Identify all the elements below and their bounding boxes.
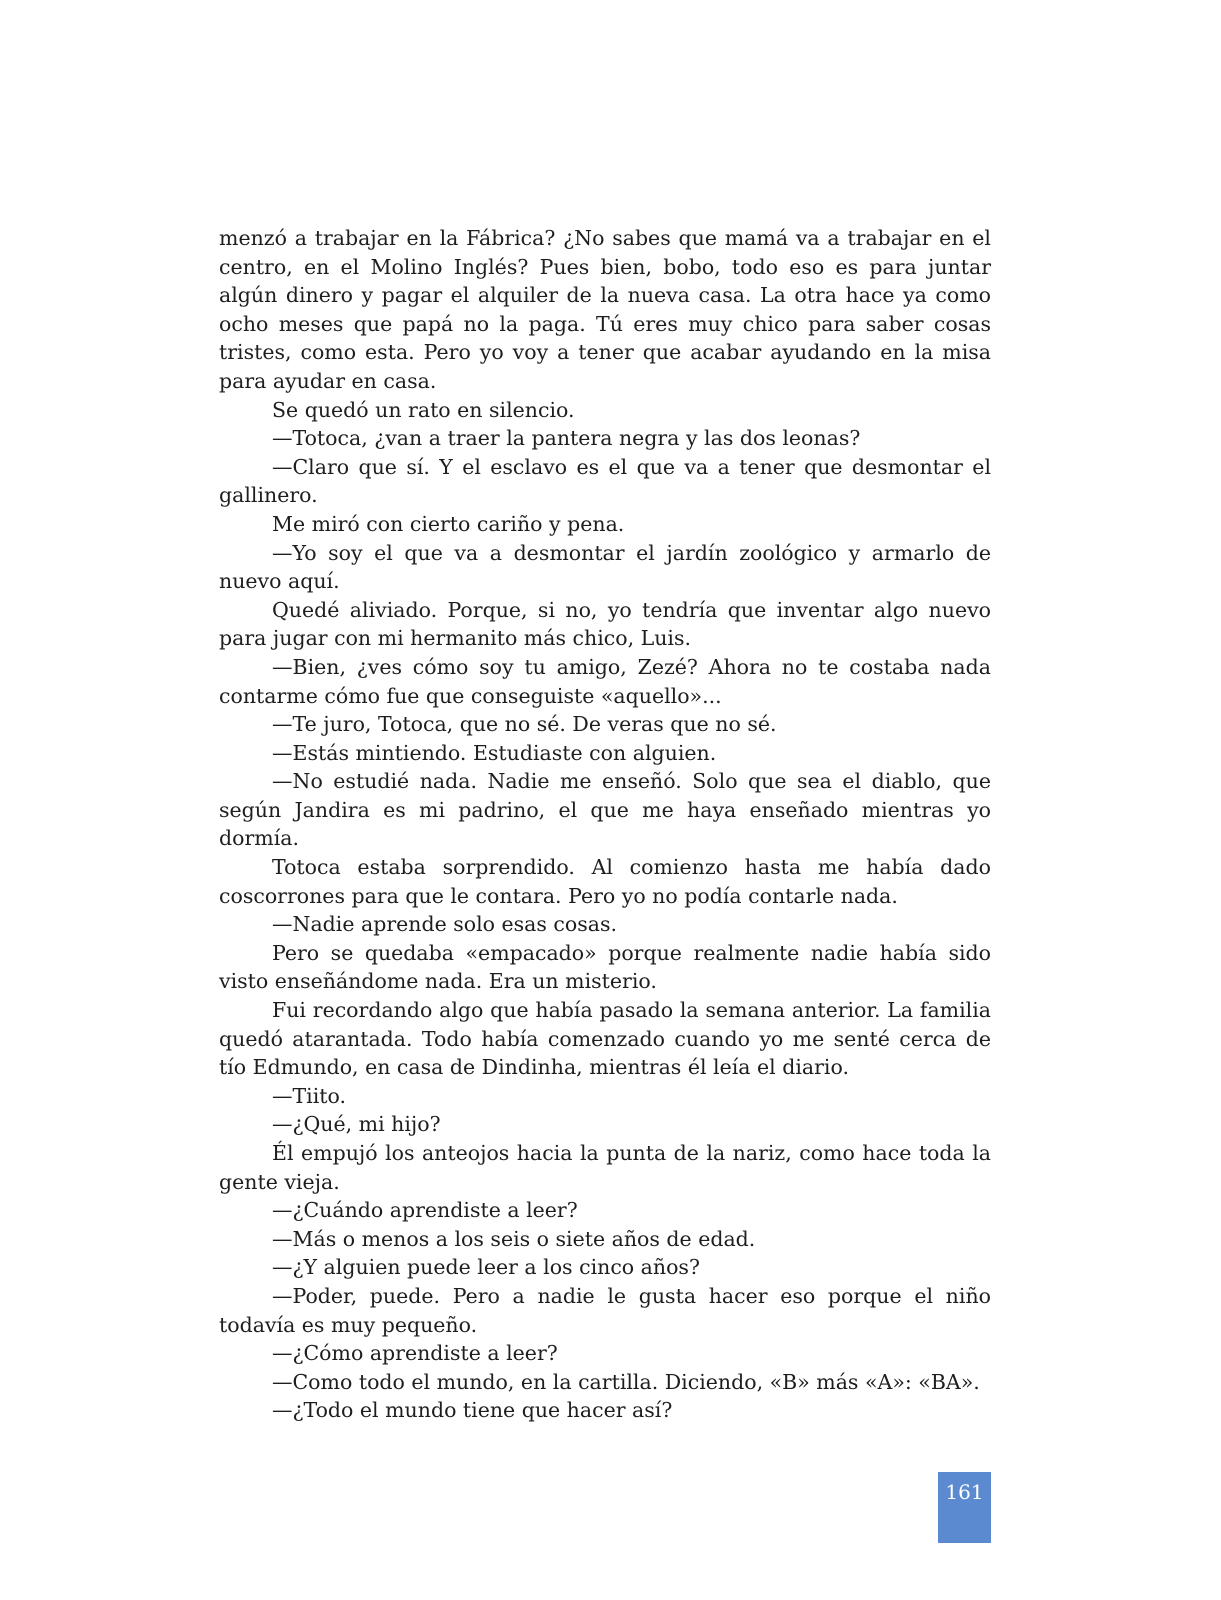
paragraph: —Tiito.	[272, 1083, 347, 1108]
paragraph: —Como todo el mundo, en la cartilla. Diciendo, «B» más «A»: «BA».	[272, 1369, 980, 1394]
paragraph: Quedé aliviado. Porque, si no, yo tendría que inventar algo nuevo para jugar con mi hermanito más chico, Luis.	[219, 597, 991, 651]
paragraph: —¿Cómo aprendiste a leer?	[272, 1341, 558, 1366]
paragraph: Me miró con cierto cariño y pena.	[272, 511, 625, 536]
paragraph: —¿Todo el mundo tiene que hacer así?	[272, 1398, 673, 1423]
paragraph: —Nadie aprende solo esas cosas.	[272, 912, 618, 937]
paragraph: —¿Cuándo aprendiste a leer?	[272, 1198, 578, 1223]
page-number: 161	[945, 1480, 984, 1504]
page-number-tab	[938, 1472, 991, 1543]
paragraph: —Más o menos a los seis o siete años de edad.	[272, 1226, 756, 1251]
paragraph: —Totoca, ¿van a traer la pantera negra y las dos leonas?	[272, 426, 861, 451]
paragraph: —¿Qué, mi hijo?	[272, 1112, 441, 1137]
paragraph: —Claro que sí. Y el esclavo es el que va a tener que desmontar el gallinero.	[219, 454, 991, 508]
paragraph: —Poder, puede. Pero a nadie le gusta hacer eso porque el niño todavía es muy pequeño.	[219, 1283, 991, 1337]
paragraph: Se quedó un rato en silencio.	[272, 397, 575, 422]
paragraph: —¿Y alguien puede leer a los cinco años?	[272, 1255, 700, 1280]
paragraph: Pero se quedaba «empacado» porque realmente nadie había sido visto enseñándome nada. Era un misterio.	[219, 940, 991, 994]
paragraph: menzó a trabajar en la Fábrica? ¿No sabes que mamá va a trabajar en el centro, en el Molino Inglés? Pues bien, bobo, todo eso es para juntar algún dinero y pagar el alquiler de la nueva casa. La otra hace ya como ocho meses que papá no la paga. Tú eres muy chico para saber cosas tristes, como esta. Pero yo voy a tener que acabar ayudando en la misa para ayudar en casa.	[219, 226, 991, 393]
paragraph: Fui recordando algo que había pasado la semana anterior. La familia quedó atarantada. Todo había comenzado cuando yo me senté cerca de tío Edmundo, en casa de Dindinha, mientras él leía el diario.	[219, 998, 991, 1080]
paragraph: Totoca estaba sorprendido. Al comienzo hasta me había dado coscorrones para que le contara. Pero yo no podía contarle nada.	[219, 855, 991, 908]
paragraph: —No estudié nada. Nadie me enseñó. Solo que sea el diablo, que según Jandira es mi padrino, el que me haya enseñado mientras yo dormía.	[219, 769, 991, 851]
paragraph: —Bien, ¿ves cómo soy tu amigo, Zezé? Ahora no te costaba nada contarme cómo fue que conseguiste «aquello»...	[219, 654, 991, 708]
body-text	[219, 224, 991, 1425]
paragraph: —Yo soy el que va a desmontar el jardín zoológico y armarlo de nuevo aquí.	[219, 540, 991, 594]
paragraph: —Estás mintiendo. Estudiaste con alguien.	[272, 740, 717, 765]
paragraph: Él empujó los anteojos hacia la punta de la nariz, como hace toda la gente vieja.	[219, 1141, 991, 1194]
paragraph: —Te juro, Totoca, que no sé. De veras que no sé.	[272, 712, 777, 737]
